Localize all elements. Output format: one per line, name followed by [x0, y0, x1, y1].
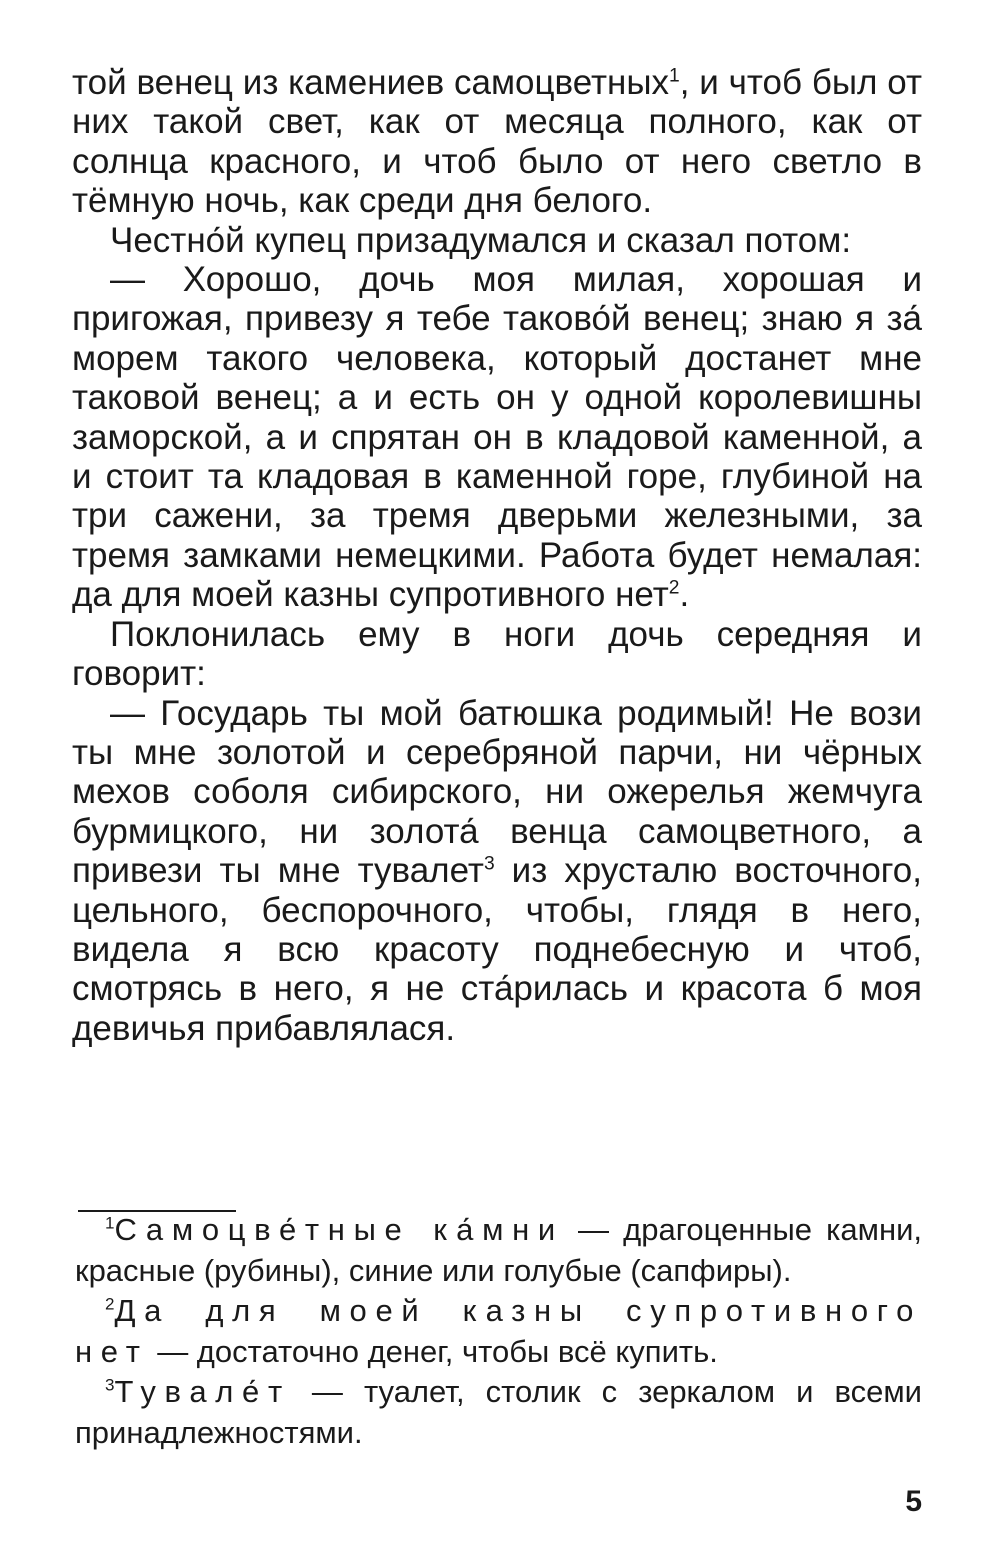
- footnote-definition: — драгоценные камни, красные (рубины), синие или голубые (сапфиры).: [75, 1212, 922, 1288]
- text-segment: — Хорошо, дочь моя милая, хорошая и пригожая, привезу я тебе таково́й венец; знаю я за́ морем такого человека, который достанет мне таковой венец; а и есть он у одной королевишны заморской, а и спрятан он в кладовой каменной, а и стоит та кладовая в каменной горе, глубиной на три сажени, за тремя дверьми железными, за тремя замками немецкими. Работа будет немалая: да для моей казны супротивного нет: [72, 260, 922, 615]
- paragraph: [72, 221, 922, 260]
- footnote: [75, 1210, 922, 1291]
- footnote-definition: — достаточно денег, чтобы всё купить.: [148, 1333, 718, 1369]
- paragraph: [72, 615, 922, 694]
- footnote-marker: 3: [483, 853, 495, 875]
- footnote-term: Самоцве́тные ка́мни: [114, 1212, 564, 1247]
- footnote-term: Да для моей казны супротивного нет: [75, 1293, 922, 1369]
- page-number: 5: [905, 1485, 922, 1518]
- paragraph: [72, 260, 922, 615]
- text-segment: той венец из камениев самоцветных: [72, 63, 670, 102]
- footnote-number: 3: [105, 1375, 115, 1395]
- footnote-term: Тувале́т: [114, 1374, 291, 1409]
- text-segment: Поклонилась ему в ноги дочь середняя и говорит:: [72, 614, 922, 694]
- footnote-definition: — туалет, столик с зеркалом и всеми принадлежностями.: [75, 1374, 922, 1450]
- text-segment: из хрусталю восточного, цельного, беспорочного, чтобы, глядя в него, видела я всю красоту поднебесную и чтоб, смотрясь в него, я не ста́рилась и красота б моя девичья прибавлялася.: [72, 851, 922, 1048]
- footnote-number: 2: [105, 1294, 115, 1314]
- paragraph: [72, 694, 922, 1049]
- text-segment: Честно́й купец призадумался и сказал потом:: [110, 220, 852, 260]
- footnotes: [75, 1210, 922, 1453]
- footnote-marker: 2: [668, 577, 680, 599]
- footnote: [75, 1291, 922, 1372]
- paragraph: [72, 63, 922, 221]
- footnote: [75, 1372, 922, 1453]
- text-segment: .: [679, 575, 690, 615]
- main-text: [72, 63, 922, 1048]
- text-segment: — Государь ты мой батюшка родимый! Не вози ты мне золотой и серебряной парчи, ни чёрных мехов соболя сибирского, ни ожерелья жемчуга бурмицкого, ни золота́ венца самоцветного, а привези ты мне тувалет: [72, 693, 922, 891]
- footnote-number: 1: [105, 1213, 115, 1233]
- footnote-marker: 1: [669, 65, 680, 87]
- text-segment: , и чтоб был от них такой свет, как от месяца полного, как от солнца красного, и чтоб было от него светло в тёмную ночь, как среди дня белого.: [72, 63, 922, 221]
